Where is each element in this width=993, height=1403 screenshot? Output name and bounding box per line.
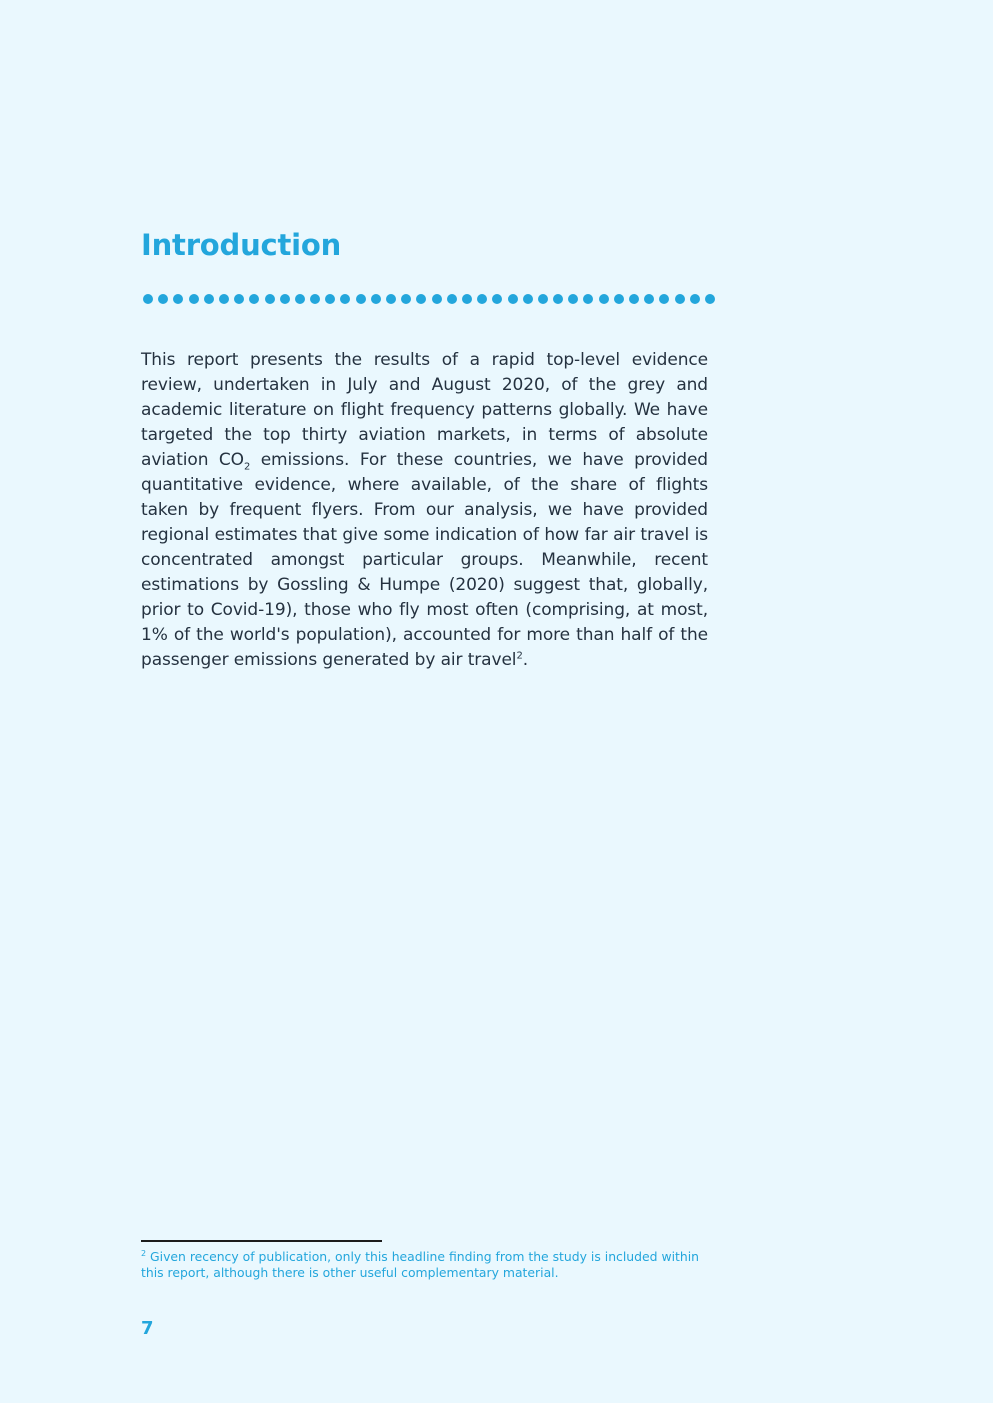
divider-dot: [659, 294, 669, 304]
paragraph-text-part1: This report presents the results of a rapid top-level evidence review, undertaken in July and August 2020, of the grey and academic literature on flight frequency patterns globally. We have targeted the top thirty aviation markets, in terms of absolute aviation CO: [141, 350, 708, 470]
divider-dot: [265, 294, 275, 304]
paragraph-text-part2: emissions. For these countries, we have provided quantitative evidence, where available, of the share of flights taken by frequent flyers. From our analysis, we have provided regional estimates that give some indication of how far air travel is concentrated amongst particular groups. Meanwhile, recent estimations by Gossling & Humpe (2020) suggest that, globally, prior to Covid-19), those who fly most often (comprising, at most, 1% of the world's population), accounted for more than half of the passenger emissions generated by air travel: [141, 450, 708, 670]
divider-dot: [204, 294, 214, 304]
divider-dot: [219, 294, 229, 304]
divider-dot: [523, 294, 533, 304]
footnote-marker: 2: [141, 1248, 147, 1258]
divider-dot: [249, 294, 259, 304]
divider-dot: [401, 294, 411, 304]
divider-dot: [356, 294, 366, 304]
divider-dot: [143, 294, 153, 304]
divider-dot: [447, 294, 457, 304]
divider-dot: [705, 294, 715, 304]
co2-subscript: 2: [243, 461, 251, 473]
divider-dot: [675, 294, 685, 304]
divider-dot: [477, 294, 487, 304]
footnote-divider: [141, 1240, 382, 1242]
page-number: 7: [141, 1318, 154, 1339]
intro-paragraph: [141, 348, 708, 673]
divider-dot: [371, 294, 381, 304]
divider-dot: [583, 294, 593, 304]
divider-dot: [599, 294, 609, 304]
divider-dot: [340, 294, 350, 304]
divider-dot: [295, 294, 305, 304]
divider-dot: [416, 294, 426, 304]
divider-dot: [568, 294, 578, 304]
divider-dot: [553, 294, 563, 304]
footnote-reference[interactable]: 2: [516, 650, 523, 662]
divider-dot: [325, 294, 335, 304]
section-heading: Introduction: [141, 228, 342, 262]
divider-dot: [508, 294, 518, 304]
divider-dot: [280, 294, 290, 304]
divider-dot: [492, 294, 502, 304]
divider-dot: [538, 294, 548, 304]
footnote-text: Given recency of publication, only this headline finding from the study is included within this report, although there is other useful complementary material.: [141, 1249, 700, 1280]
footnote: [141, 1249, 701, 1281]
divider-dot: [386, 294, 396, 304]
paragraph-text-part3: .: [522, 650, 529, 670]
divider-dot: [690, 294, 700, 304]
divider-dot: [189, 294, 199, 304]
divider-dot: [462, 294, 472, 304]
divider-dot: [432, 294, 442, 304]
divider-dot: [629, 294, 639, 304]
divider-dot: [173, 294, 183, 304]
divider-dot: [310, 294, 320, 304]
dotted-divider: [143, 293, 715, 305]
divider-dot: [234, 294, 244, 304]
divider-dot: [614, 294, 624, 304]
divider-dot: [644, 294, 654, 304]
divider-dot: [158, 294, 168, 304]
